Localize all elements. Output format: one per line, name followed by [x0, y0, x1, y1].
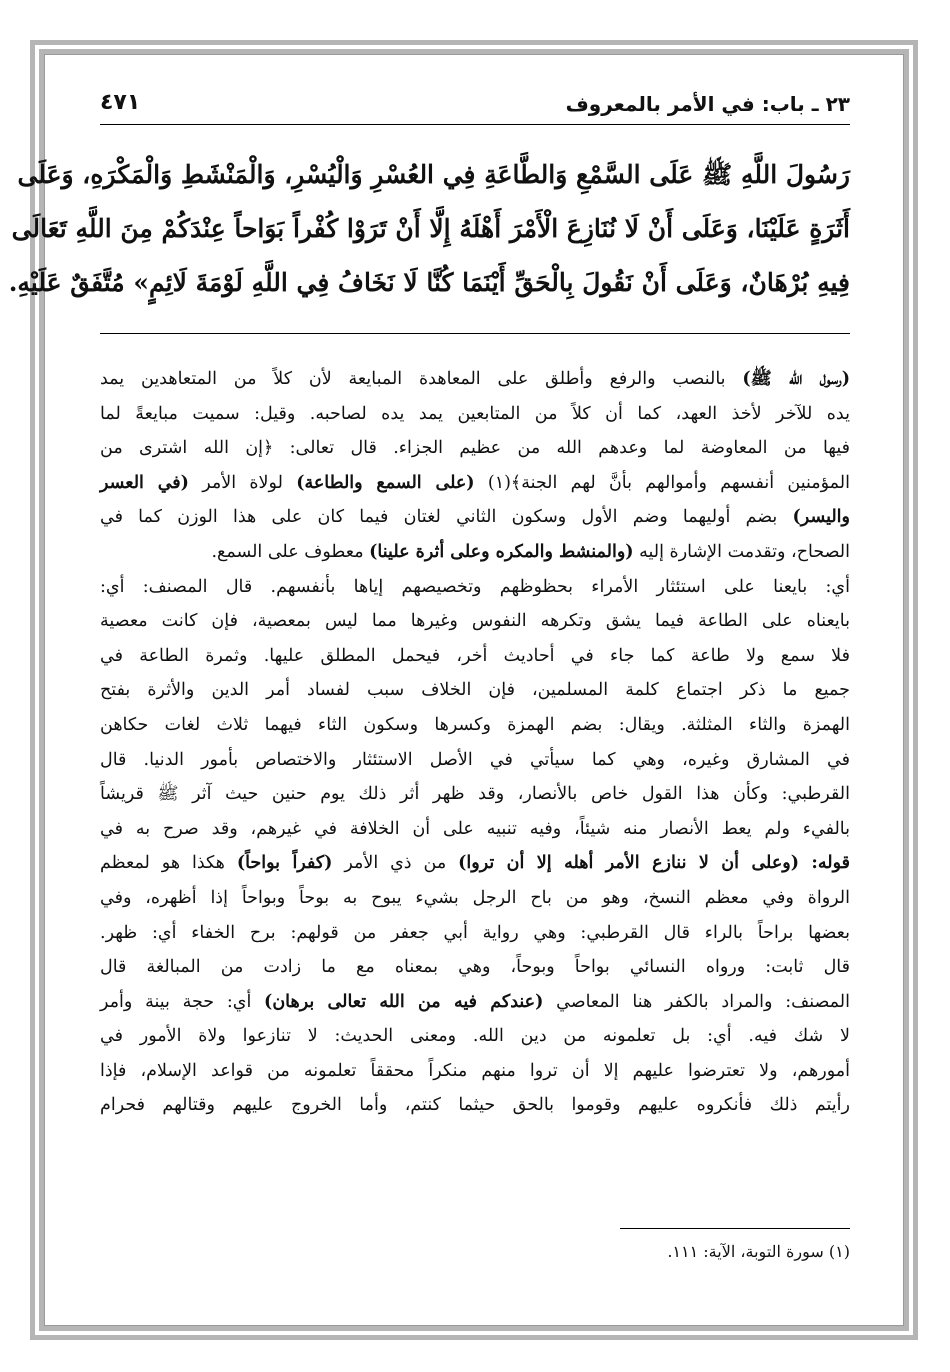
commentary-line	[100, 985, 850, 1020]
bold-quote: (عندكم فيه من الله تعالى برهان)	[264, 991, 544, 1012]
commentary-line: رأيتم ذلك فأنكروه عليهم وقوموا بالحق حيثما كنتم، وأما الخروج عليهم وقتالهم فحرام	[100, 1095, 850, 1116]
bold-quote: (كفراً بواحاً)	[236, 853, 333, 874]
commentary-line: بايعناه على الطاعة فيما يشق وتكرهه النفوس وغيرها مما ليس بمعصية، فإن كانت معصية	[100, 611, 850, 632]
hadith-line: فِيهِ بُرْهَانٌ، وَعَلَى أَنْ نَقُولَ بِالْحَقِّ أَيْنَمَا كُنَّا لَا نَخَافُ فِي اللَّهِ لَوْمَةَ لَائِمٍ» مُتَّفَقٌ عَلَيْهِ.	[8, 268, 850, 297]
page-number: ٤٧١	[100, 90, 141, 115]
commentary-span: بضم أوليهما وضم الأول وسكون الثاني لغتان فيما كان على هذا الوزن كما في	[100, 507, 793, 528]
commentary-span: من ذي الأمر	[332, 853, 459, 874]
commentary-line: الرواة وفي معظم النسخ، وهو من باح الرجل بشيء يبوح به بوحاً وبواحاً إذا أظهره، وفي	[100, 887, 850, 908]
commentary-line: بالفيء ولم يعط الأنصار منه شيئاً، وفيه تنبيه على أن الخلافة في غيرهم، وقد صرح به في	[100, 818, 850, 839]
section-divider	[100, 333, 850, 334]
footnote: (١) سورة التوبة، الآية: ١١١.	[667, 1242, 850, 1261]
hadith-line: أَثَرَةٍ عَلَيْنَا، وَعَلَى أَنْ لَا نُنَازِعَ الْأَمْرَ أَهْلَهُ إِلَّا أَنْ تَرَوْا كُفْراً بَوَاحاً عِنْدَكُمْ مِنَ اللَّهِ تَعَالَى	[11, 214, 850, 243]
commentary-span: المصنف: والمراد بالكفر هنا المعاصي	[543, 991, 850, 1012]
commentary-span: هكذا هو لمعظم	[100, 853, 237, 874]
commentary-text	[100, 362, 850, 1123]
bold-quote: واليسر)	[792, 507, 850, 528]
commentary-line: قال ثابت: ورواه النسائي بواحاً وبوحاً، وهي بمعناه مع ما زادت من المبالغة قال	[100, 957, 850, 978]
commentary-line: جميع ما ذكر اجتماع كلمة المسلمين، فإن الخلاف سبب لفساد أمر الدين والأثرة بفتح	[100, 680, 850, 701]
bold-quote: (على السمع والطاعة)	[296, 472, 475, 493]
commentary-line: فلا سمع ولا طاعة كما جاء في أحاديث أخر، فيحمل المطلق عليها. وثمرة الطاعة في	[100, 645, 850, 666]
bold-quote: (في العسر	[100, 472, 189, 493]
footnote-divider	[620, 1228, 850, 1229]
commentary-line: يده للآخر لأخذ العهد، كما أن كلاً من المتابعين يمد يده لصاحبه. وقيل: سميت مبايعةً لما	[100, 403, 850, 424]
commentary-line	[100, 500, 850, 535]
commentary-span: أي: حجة بينة وأمر	[100, 991, 265, 1012]
commentary-line	[100, 535, 850, 570]
commentary-span: معطوف على السمع.	[211, 541, 370, 562]
commentary-line: لا شك فيه. أي: بل تعلمونه من دين الله. ومعنى الحديث: لا تنازعوا ولاة الأمور في	[100, 1026, 850, 1047]
commentary-line: أمورهم، ولا تعترضوا عليهم إلا أن تروا منهم منكراً محققاً تعلمونه من قواعد الإسلام، فإذا	[100, 1060, 850, 1081]
commentary-span: بالنصب والرفع وأطلق على المعاهدة المبايعة لأن كلاً من المتعاهدين يمد	[100, 369, 743, 389]
commentary-line	[100, 362, 850, 397]
commentary-line	[100, 846, 850, 881]
commentary-line: بعضها براحاً بالراء قال القرطبي: وهي رواية أبي جعفر من قولهم: برح الخفاء أي: ظهر.	[100, 922, 850, 943]
commentary-span: الصحاح، وتقدمت الإشارة إليه	[633, 541, 850, 562]
commentary-line: فيها من المعاوضة لما وعدهم الله من عظيم الجزاء. قال تعالى: ﴿إن الله اشترى من	[100, 438, 850, 459]
commentary-line	[100, 466, 850, 501]
commentary-line: القرطبي: وكأن هذا القول خاص بالأنصار، وقد ظهر أثر ذلك يوم حنين حيث آثر ﷺ قريشاً	[100, 784, 850, 805]
commentary-span: لولاة الأمر	[188, 472, 297, 493]
hadith-text	[8, 148, 850, 310]
commentary-line: أي: بايعنا على استئثار الأمراء بحظوظهم وتخصيصهم إياها بأنفسهم. قال المصنف: أي:	[100, 576, 850, 597]
chapter-title: ٢٣ ـ باب: في الأمر بالمعروف	[565, 92, 850, 116]
commentary-line: الهمزة والثاء المثلثة. ويقال: بضم الهمزة وكسرها وسكون الثاء فيهما ثلاث لغات حكاهن	[100, 714, 850, 735]
commentary-span: المؤمنين أنفسهم وأموالهم بأنَّ لهم الجنة﴾(١)	[474, 472, 850, 493]
bold-quote: قوله: (وعلى أن لا ننازع الأمر أهله إلا أن تروا)	[458, 853, 851, 874]
hadith-line: رَسُولَ اللَّهِ ﷺ عَلَى السَّمْعِ وَالطَّاعَةِ فِي العُسْرِ وَالْيُسْرِ، وَالْمَنْشَطِ وَالْمَكْرَهِ، وَعَلَى	[17, 160, 850, 189]
bold-quote: (رسول الله ﷺ)	[742, 369, 850, 389]
running-head	[100, 90, 850, 125]
commentary-line: في المشارق وغيره، وهي كما سيأتي في الأصل الاستئثار والاختصاص بأمور الدنيا. قال	[100, 749, 850, 770]
bold-quote: (والمنشط والمكره وعلى أثرة علينا)	[369, 541, 634, 562]
